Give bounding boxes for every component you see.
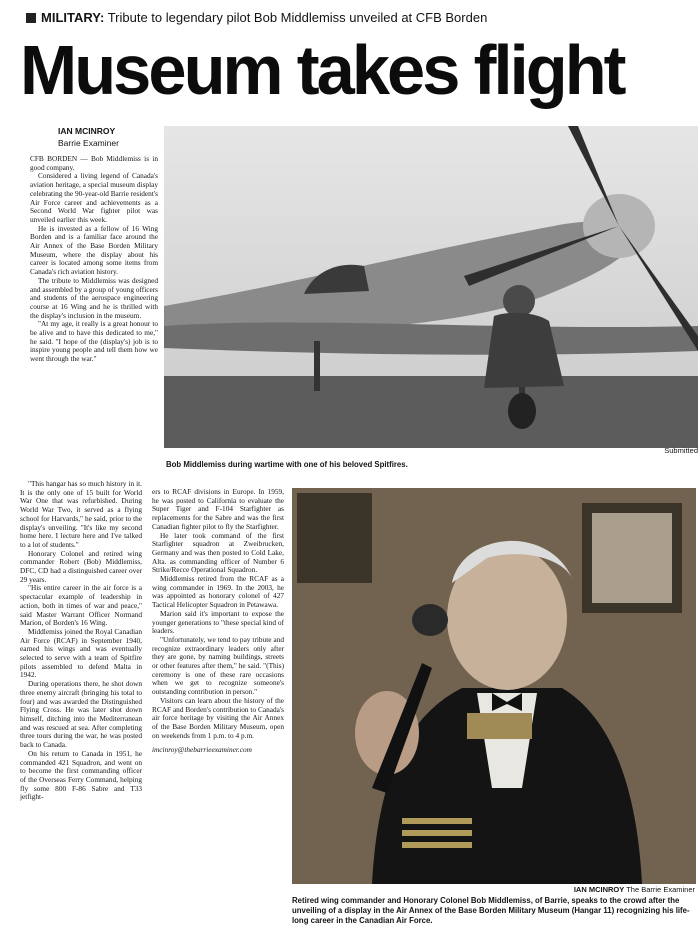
byline-name: IAN MCINROY — [58, 126, 116, 136]
story-paragraph: Middlemiss joined the Royal Canadian Air Force (RCAF) in September 1940, earned his wings and was eventually selected to serve with a team of Spitfire pilots assembled to defend Malta in 1942. — [20, 626, 142, 680]
story-paragraph: "At my age, it really is a great honour to be alive and to have this dedicated to me," he said. "I hope of the (display's) job is to inspire young people and tell them how we went through the war." — [30, 319, 158, 364]
photo1-caption: Bob Middlemiss during wartime with one of his beloved Spitfires. — [166, 460, 408, 469]
story-paragraph: On his return to Canada in 1951, he commanded 421 Squadron, and went on to become the first commanding officer of the Overseas Ferry Command, helping fly some 800 F-86 Sabre and T33 jetfight- — [20, 748, 142, 802]
byline — [58, 125, 168, 149]
photo2-credit-outlet: The Barrie Examiner — [626, 885, 695, 894]
story-paragraph: "This hangar has so much history in it. It is the only one of 15 built for World War One that was refurbished. During World War Two, it served as a flying school for Harvards," he said, prior to the display's unveiling. "It's like my second home here. I lecture here and I've talked to a lot of students." — [20, 480, 142, 549]
photo1-credit: Submitted — [664, 446, 698, 455]
story-paragraph: ers to RCAF divisions in Europe. In 1959, he was posted to California to evaluate the Super Tiger and F-104 Starfighter as replacements for the Sabre and was the first Canadian fighter pilot to fly the Starfighter. — [152, 488, 284, 531]
story-paragraph: Visitors can learn about the history of the RCAF and Borden's contribution to Canada's air force heritage by visiting the Air Annex of the Base Borden Military Museum, open on weekends from 1 p.m. to 4 p.m. — [152, 695, 284, 740]
spitfire-image — [164, 126, 698, 448]
story-paragraph: During operations there, he shot down three enemy aircraft (bringing his total to four) and was awarded the Distinguished Flying Cross. He was later shot down himself, ditching into the Mediterranean and was rescued at sea. After completing three tours during the war, he was posted back to Canada. — [20, 679, 142, 750]
story-column-1 — [30, 155, 158, 477]
story-paragraph: Marion said it's important to expose the younger generations to "these special kind of leaders. — [152, 608, 284, 636]
speaker-photo — [292, 488, 696, 884]
story-paragraph: Middlemiss retired from the RCAF as a wing commander in 1969. In the 2003, he was appointed as honorary colonel of 427 Tactical Helicopter Squadron in Petawawa. — [152, 574, 284, 610]
speaker-image — [292, 488, 696, 884]
story-paragraph: "Unfortunately, we tend to pay tribute and recognize extraordinary leaders only after they are gone, by naming buildings, streets or other features after them," he said. "(This) ceremony is one of these rare occasions when we get to recognize someone's outstanding contribution in person." — [152, 634, 284, 697]
story-paragraph: He later took command of the first Starfighter squadron at Zweibrucken, Germany and was then posted to Cold Lake, Alta. as commanding officer of Number 6 Strike/Recce Operational Squadron. — [152, 530, 284, 575]
story-paragraph: "His entire career in the air force is a spectacular example of leadership in action, both in times of war and peace," said Master Warrant Officer Normand Marion, of Borden's 16 Wing. — [20, 583, 142, 628]
story-paragraph: Considered a living legend of Canada's aviation heritage, a special museum display celebrating the 90-year-old Barrie resident's Air Force career and achievements as a Second World War fighter pilot was unveiled earlier this week. — [30, 171, 158, 224]
kicker-section: MILITARY: — [41, 10, 105, 25]
photo2-credit-name: IAN MCINROY — [573, 885, 625, 894]
photo2-caption: Retired wing commander and Honorary Colonel Bob Middlemiss, of Barrie, speaks to the crowd after the unveiling of a display in the Air Annex of the Base Borden Military Museum (Hangar 11) recognizing his life-long career in the Canadian Air Force. — [292, 896, 690, 925]
byline-outlet: Barrie Examiner — [58, 138, 119, 148]
story-paragraph: CFB BORDEN — Bob Middlemiss is in good company. — [30, 155, 158, 172]
headline: Museum takes flight — [20, 31, 624, 109]
section-kicker — [26, 8, 686, 28]
story-paragraph: The tribute to Middlemiss was designed and assembled by a group of young officers and students of the aerospace engineering course at 16 Wing and he is thrilled with the display's inclusion in the museum. — [30, 275, 158, 320]
photo2-credit — [480, 885, 695, 895]
spitfire-photo — [164, 126, 698, 448]
author-email: imcinroy@thebarrieexaminer.com — [152, 745, 252, 755]
story-column-2 — [20, 480, 142, 942]
kicker-text: Tribute to legendary pilot Bob Middlemiss unveiled at CFB Borden — [107, 10, 488, 25]
kicker-square-icon — [26, 13, 36, 23]
story-paragraph: He is invested as a fellow of 16 Wing Borden and is a familiar face around the Air Annex of the Base Borden Military Museum, where the display about his career is located among some items from Canada's rich aviation history. — [30, 223, 158, 277]
story-paragraph: Honorary Colonel and retired wing commander Robert (Bob) Middlemiss, DFC, CD had a distinguished career over 29 years. — [20, 548, 142, 584]
story-column-3 — [152, 488, 284, 942]
